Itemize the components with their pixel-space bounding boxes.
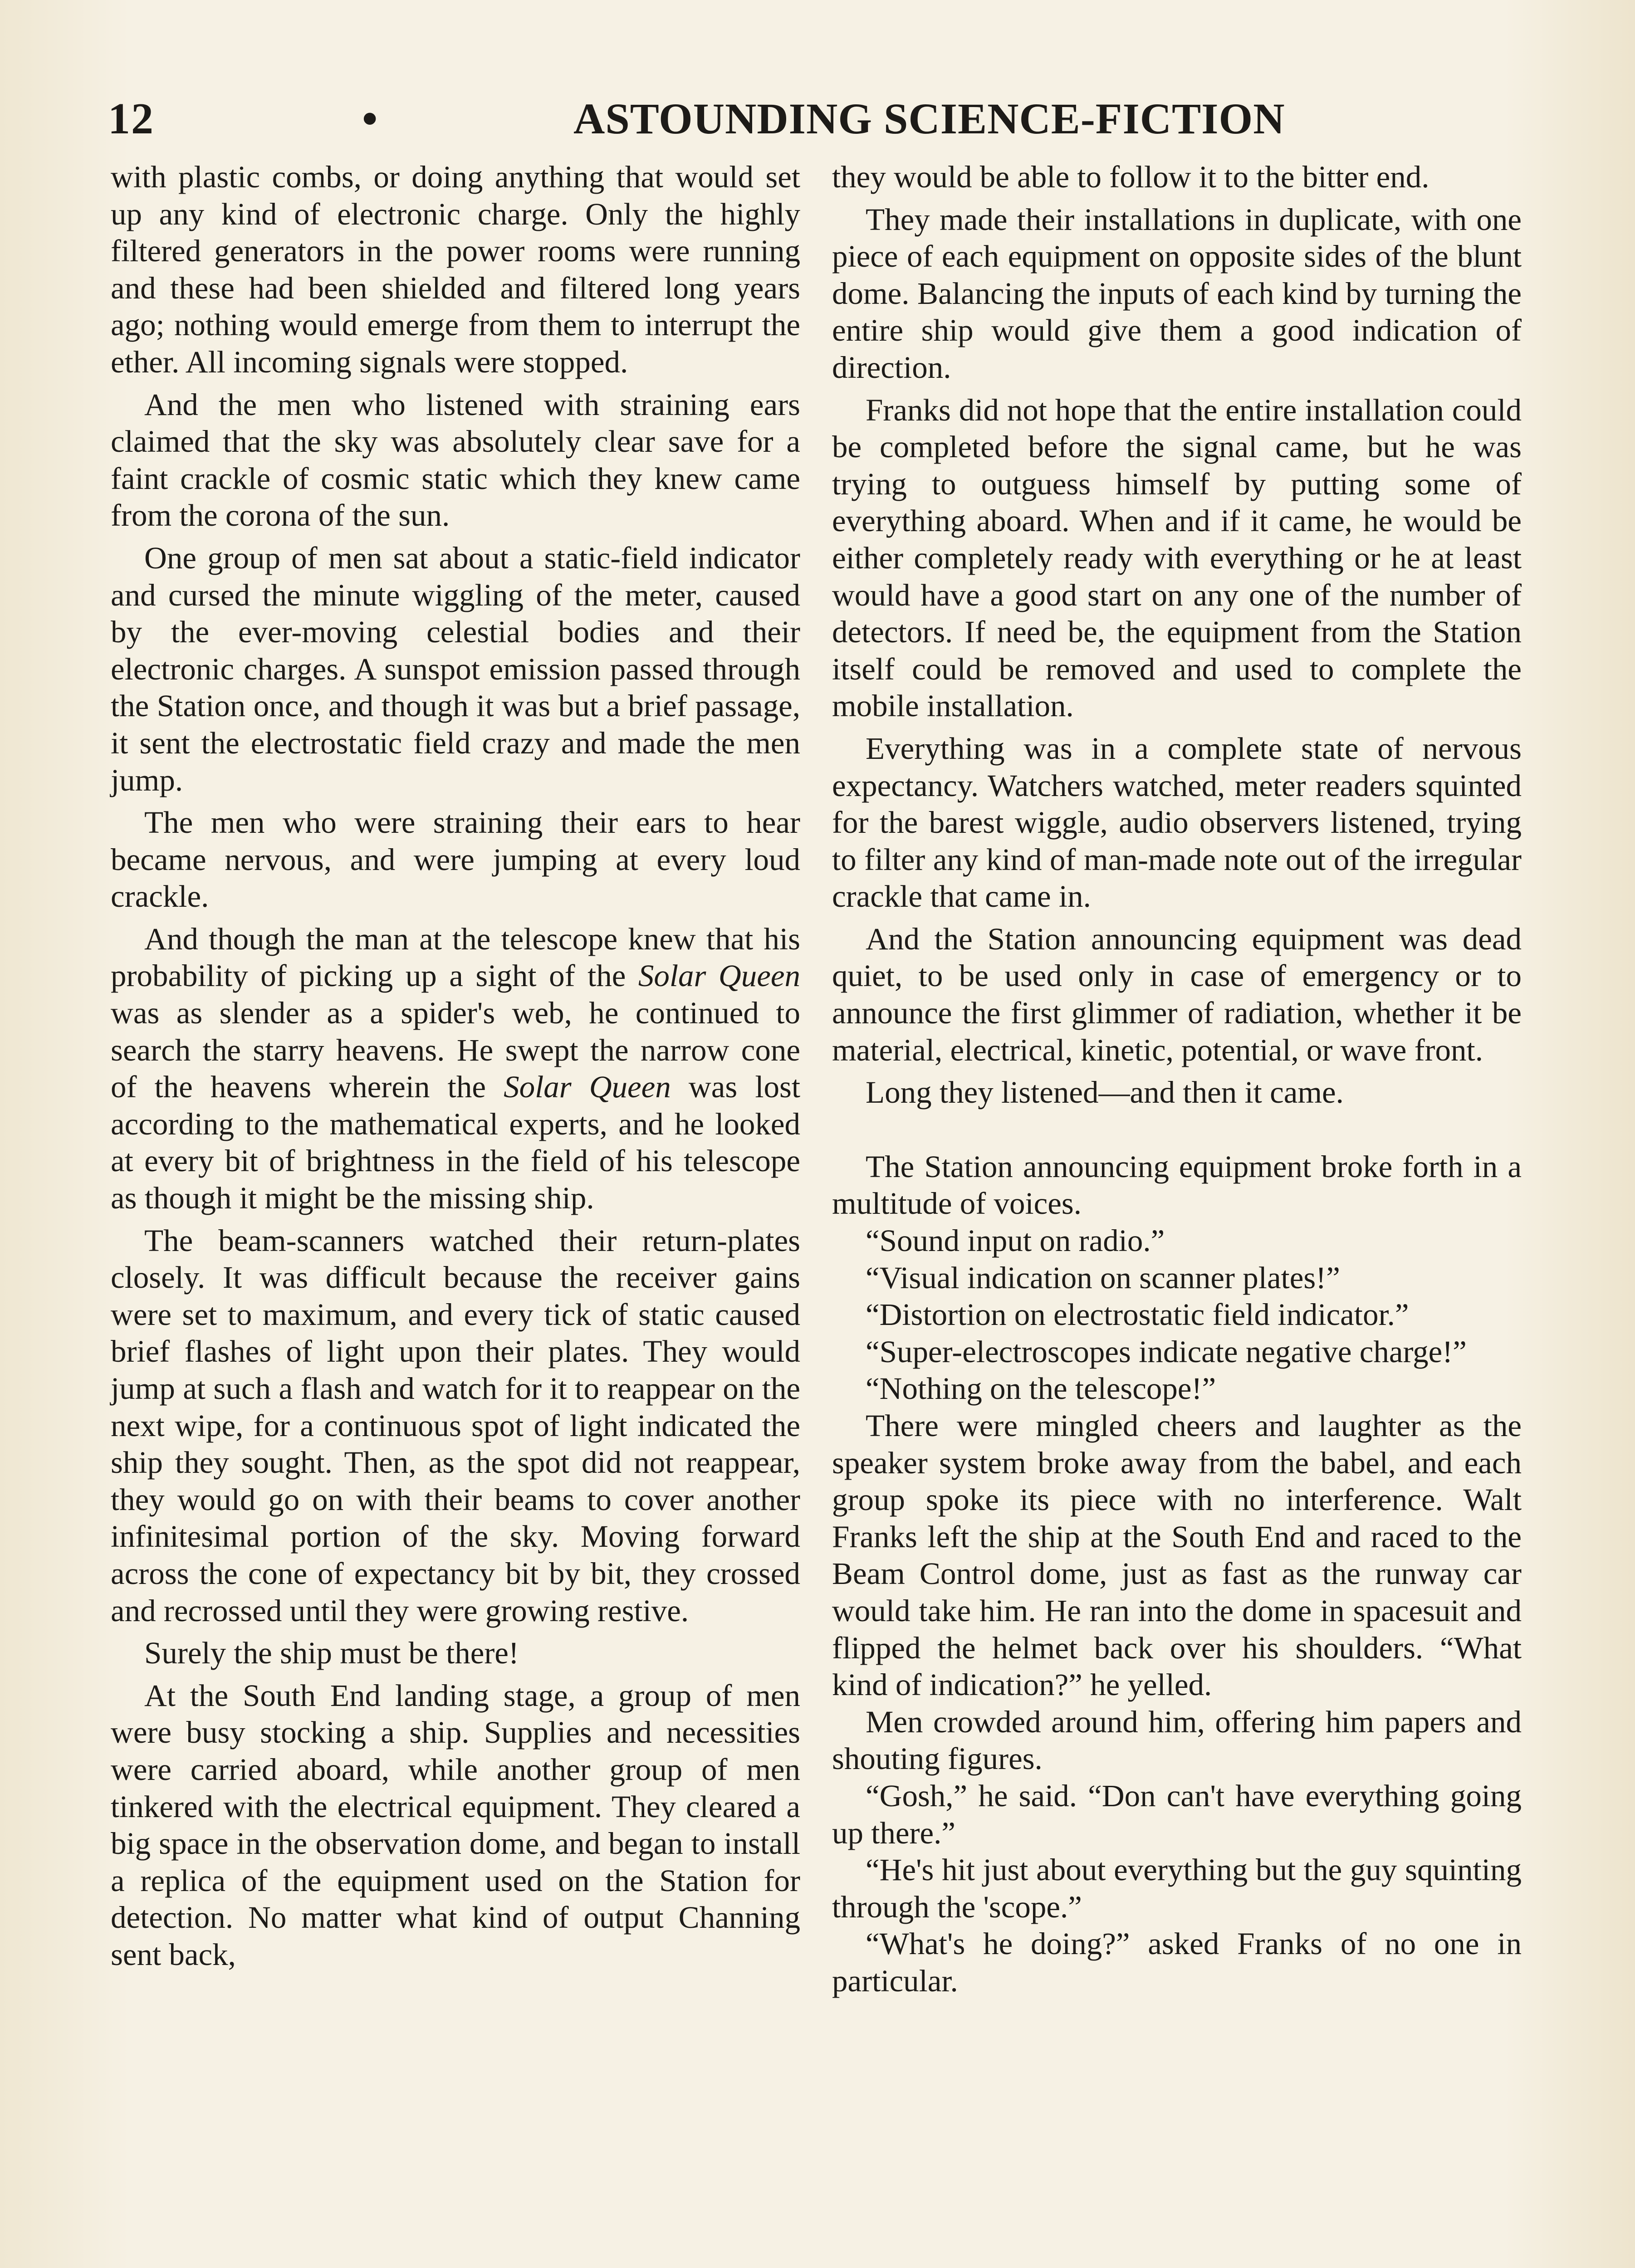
dialogue-line: “Distortion on electrostatic field indicator.” <box>866 1297 1409 1332</box>
paragraph: And the men who listened with straining ears claimed that the sky was absolutely clear save for a faint crackle of cosmic static which they knew came from the corona of the sun. <box>111 387 800 533</box>
dialogue-line: “Sound input on radio.” <box>866 1223 1165 1258</box>
paragraph: There were mingled cheers and laughter as the speaker system broke away from the babel, and each group spoke its piece with no interference. Walt Franks left the ship at the South End and raced to the Beam Control dome, just as fast as the runway car would take him. He ran into the dome in spacesuit and flipped the helmet back over his shoulders. “What kind of indication?” he yelled. <box>832 1408 1522 1702</box>
dialogue-line: “Super-electroscopes indicate negative charge!” <box>866 1334 1467 1369</box>
ship-name-italic: Solar Queen <box>638 958 801 993</box>
paragraph: Everything was in a complete state of nervous expectancy. Watchers watched, meter readers squinted for the barest wiggle, audio observers listened, trying to filter any kind of man-made note out of the irregular crackle that came in. <box>832 731 1522 914</box>
paragraph: One group of men sat about a static-field indicator and cursed the minute wiggling of the meter, caused by the ever-moving celestial bodies and their electronic charges. A sunspot emission passed through the Station once, and though it was but a brief passage, it sent the electrostatic field crazy and made the men jump. <box>111 540 800 797</box>
paragraph: Long they listened—and then it came. <box>866 1075 1344 1110</box>
running-header <box>108 93 1523 152</box>
paragraph <box>111 921 800 1217</box>
paragraph: The beam-scanners watched their return-plates closely. It was difficult because the receiver gains were set to maximum, and every tick of static caused brief flashes of light upon their plates. They would jump at such a flash and watch for it to reappear on the next wipe, for a continuous spot of light indicated the ship they sought. Then, as the spot did not reappear, they would go on with their beams to cover another infinitesimal portion of the sky. Moving forward across the cone of expectancy bit by bit, they crossed and recrossed until they were growing restive. <box>111 1223 800 1628</box>
dialogue-line: “He's hit just about everything but the guy squinting through the 'scope.” <box>832 1853 1522 1924</box>
paragraph: And the Station announcing equipment was dead quiet, to be used only in case of emergency or to announce the first glimmer of radiation, whether it be material, electrical, kinetic, potential, or wave front. <box>832 921 1522 1067</box>
page-number: 12 <box>108 94 154 143</box>
text-run: was as slender as a spider's web, he continued to search the starry heavens. He swept the narrow cone of the heavens wherein the <box>111 996 800 1105</box>
paragraph: The men who were straining their ears to hear became nervous, and were jumping at every loud crackle. <box>111 805 800 914</box>
paragraph: Men crowded around him, offering him papers and shouting figures. <box>832 1704 1522 1776</box>
ship-name-italic: Solar Queen <box>504 1070 671 1105</box>
dialogue-line: “What's he doing?” asked Franks of no one in particular. <box>832 1926 1522 1998</box>
paragraph: they would be able to follow it to the bitter end. <box>832 160 1429 194</box>
paragraph: The Station announcing equipment broke forth in a multitude of voices. <box>832 1149 1522 1221</box>
paragraph: with plastic combs, or doing anything that would set up any kind of electronic charge. Only the highly filtered generators in the power rooms were running and these had been shielded and filtered long years ago; nothing would emerge from them to interrupt the ether. All incoming signals were stopped. <box>111 160 800 379</box>
left-column <box>111 159 800 1974</box>
paragraph: They made their installations in duplicate, with one piece of each equipment on opposite sides of the blunt dome. Balancing the inputs of each kind by turning the entire ship would give them a good indication of direction. <box>832 202 1522 385</box>
right-column <box>832 159 1522 2000</box>
header-separator: • <box>362 94 378 143</box>
magazine-title: ASTOUNDING SCIENCE-FICTION <box>573 94 1285 143</box>
dialogue-line: “Nothing on the telescope!” <box>866 1371 1216 1406</box>
dialogue-line: “Visual indication on scanner plates!” <box>866 1260 1340 1295</box>
text-run: And though the man at the telescope knew that his probability of picking up a sight of the <box>111 921 800 993</box>
text-run: was lost according to the mathematical experts, and he looked at every bit of brightness in the field of his telescope as though it might be the missing ship. <box>111 1070 801 1216</box>
paragraph: Franks did not hope that the entire installation could be completed before the signal came, but he was trying to outguess himself by putting some of everything aboard. When and if it came, he would be either completely ready with everything or he at least would have a good start on any one of the number of detectors. If need be, the equipment from the Station itself could be removed and used to complete the mobile installation. <box>832 392 1522 723</box>
paragraph: Surely the ship must be there! <box>144 1636 519 1671</box>
paragraph: At the South End landing stage, a group of men were busy stocking a ship. Supplies and necessities were carried aboard, while another group of men tinkered with the electrical equipment. They cleared a big space in the observation dome, and began to install a replica of the equipment used on the Station for detection. No matter what kind of output Channing sent back, <box>111 1678 800 1972</box>
dialogue-line: “Gosh,” he said. “Don can't have everything going up there.” <box>832 1778 1522 1850</box>
